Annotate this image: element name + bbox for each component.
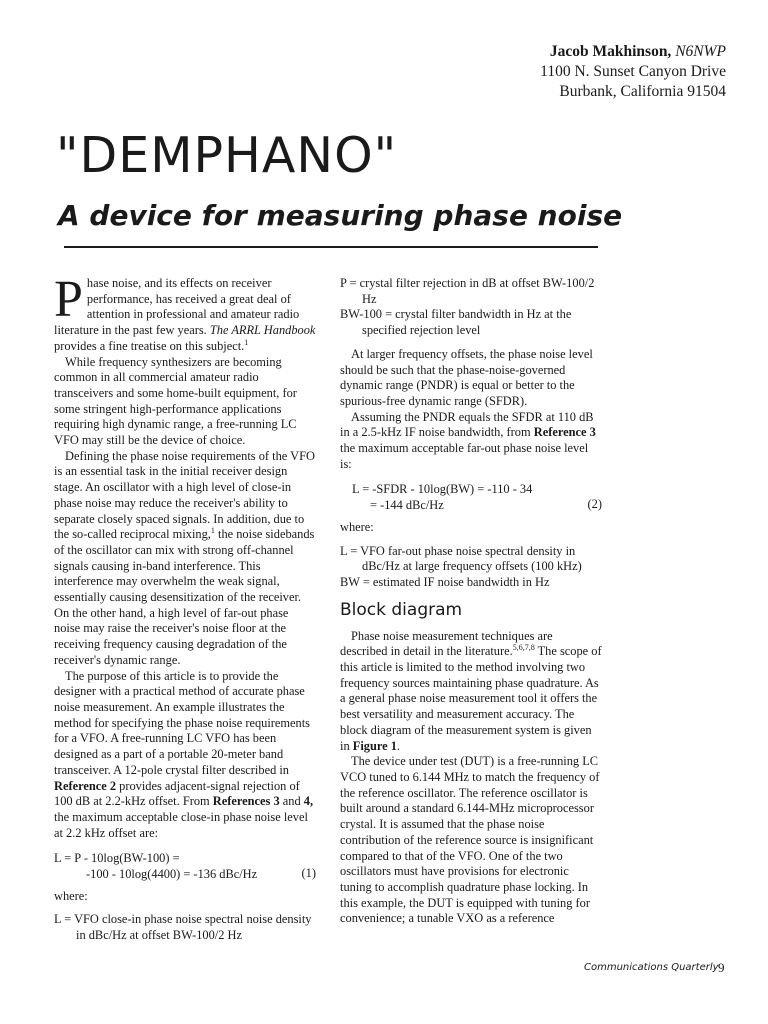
- definition-lc: L = VFO close-in phase noise spectral noise density in dBc/Hz at offset BW-100/2 Hz: [54, 912, 312, 943]
- author-callsign: N6NWP: [675, 43, 726, 60]
- equation-1-line-2: -100 - 10log(4400) = -136 dBc/Hz: [86, 867, 258, 882]
- definition-p: P = crystal filter rejection in dB at offset BW-100/2 Hz: [340, 276, 595, 306]
- page-number: 9: [718, 960, 725, 975]
- where-label: where:: [54, 888, 88, 903]
- footnote-ref: 1: [244, 337, 249, 347]
- equation-1-number: (1): [301, 866, 316, 881]
- paragraph-synthesizers: While frequency synthesizers are becoming common in all commercial amateur radio transceivers and some home-built equipment, for some stringent high-performance applications requiring high dynamic range, a free-running LC VFO may still be the device of choice.: [54, 354, 297, 448]
- definition-bw: BW = estimated IF noise bandwidth in Hz: [340, 574, 550, 589]
- author-address-line2: Burbank, California 91504: [559, 83, 726, 100]
- paragraph-requirements: Defining the phase noise requirements of the VFO is an essential task in the initial receiver design stage. An oscillator with a high level of close-in phase noise may reduce the receiver's ability to separate closely spaced signals. In addition, due to the so-called reciprocal mixing,$^1$ the noise sidebands of the oscillator can mix with strong off-channel signals causing in-band interference. This interference may overwhelm the weak signal, essentially causing desensitization of the receiver. On the other hand, a high level of far-out phase noise may raise the receiver's noise floor at the receiving frequency causing degradation of the receiver's dynamic range.: [54, 448, 315, 667]
- equation-2: [340, 482, 602, 513]
- text-column-left: [54, 271, 316, 944]
- title-rule: [64, 246, 598, 248]
- definition-lf: L = VFO far-out phase noise spectral density in dBc/Hz at large frequency offsets (100 kHz): [340, 543, 582, 574]
- paragraph-purpose: The purpose of this article is to provide the designer with a practical method of accurate phase noise measurement. An example illustrates the method for specifying the phase noise requirements for a VFO. A free-running LC VFO has been designed as a part of a portable 20-meter band transceiver. A 12-pole crystal filter described in Reference 2 provides adjacent-signal rejection of 100 dB at 2.2-kHz offset. From References 3 and 4, the maximum acceptable close-in phase noise level at 2.2 kHz offset are:: [54, 668, 314, 840]
- equation-1: [54, 851, 316, 882]
- where-label: where:: [340, 519, 374, 534]
- article-title: "DEMPHANO": [56, 127, 398, 184]
- journal-name: Communications Quarterly: [584, 962, 719, 973]
- paragraph-dut: The device under test (DUT) is a free-running LC VCO tuned to 6.144 MHz to match the frequency of the reference oscillator. The reference oscillator is built around a standard 6.144-MHz microprocessor crystal. It is assumed that the phase noise contribution of the reference source is insignificant compared to that of the VFO. One of the two oscillators must have provisions for electronic tuning to accomplish quadrature phase locking. In this example, the DUT is equipped with tuning for convenience; a tunable VXO as a reference: [340, 754, 600, 926]
- article-subtitle: A device for measuring phase noise: [58, 199, 623, 232]
- text-column-right: [340, 276, 602, 927]
- definition-bw100: BW-100 = crystal filter bandwidth in Hz at the specified rejection level: [340, 307, 572, 338]
- paragraph-sfdr: Assuming the PNDR equals the SFDR at 110 dB in a 2.5-kHz IF noise bandwidth, from Reference 3 the maximum acceptable far-out phase noise level is:: [340, 409, 596, 471]
- equation-2-number: (2): [587, 497, 602, 512]
- paragraph-intro: Phase noise, and its effects on receiver performance, has received a great deal of attention in professional and amateur radio literature in the past few years. The ARRL Handbook provides a fine treatise on this subject.$^1$: [54, 271, 316, 353]
- drop-cap: P: [54, 271, 83, 328]
- equation-2-line-1: L = -SFDR - 10log(BW) = -110 - 34: [352, 482, 533, 497]
- footnote-ref: 5,6,7,8: [512, 643, 535, 653]
- reference-link: Reference 3: [533, 425, 596, 440]
- author-name: Jacob Makhinson,: [549, 43, 672, 60]
- reference-link: Reference 2: [54, 778, 117, 793]
- reference-link: References 3: [212, 794, 280, 809]
- equation-2-line-2: = -144 dBc/Hz: [370, 498, 444, 513]
- footnote-ref: 1: [210, 526, 215, 536]
- author-address-line1: 1100 N. Sunset Canyon Drive: [540, 63, 726, 80]
- figure-link: Figure 1: [352, 738, 397, 753]
- paragraph-pndr: At larger frequency offsets, the phase noise level should be such that the phase-noise-governed dynamic range (PNDR) is equal or better to the spurious-free dynamic range (SFDR).: [340, 346, 593, 408]
- reference-link: 4,: [303, 794, 314, 809]
- handbook-title: The ARRL Handbook: [209, 323, 316, 338]
- section-heading: Block diagram: [340, 599, 463, 620]
- author-block: [540, 42, 726, 102]
- equation-1-line-1: L = P - 10log(BW-100) =: [54, 851, 180, 866]
- paragraph-techniques: Phase noise measurement techniques are described in detail in the literature.$^{5,6,7,8}$ The scope of this article is limited to the method involving two frequency sources maintaining phase quadrature. As a general phase noise measurement tool it offers the best versatility and measurement accuracy. The block diagram of the measurement system is given in Figure 1.: [340, 628, 602, 753]
